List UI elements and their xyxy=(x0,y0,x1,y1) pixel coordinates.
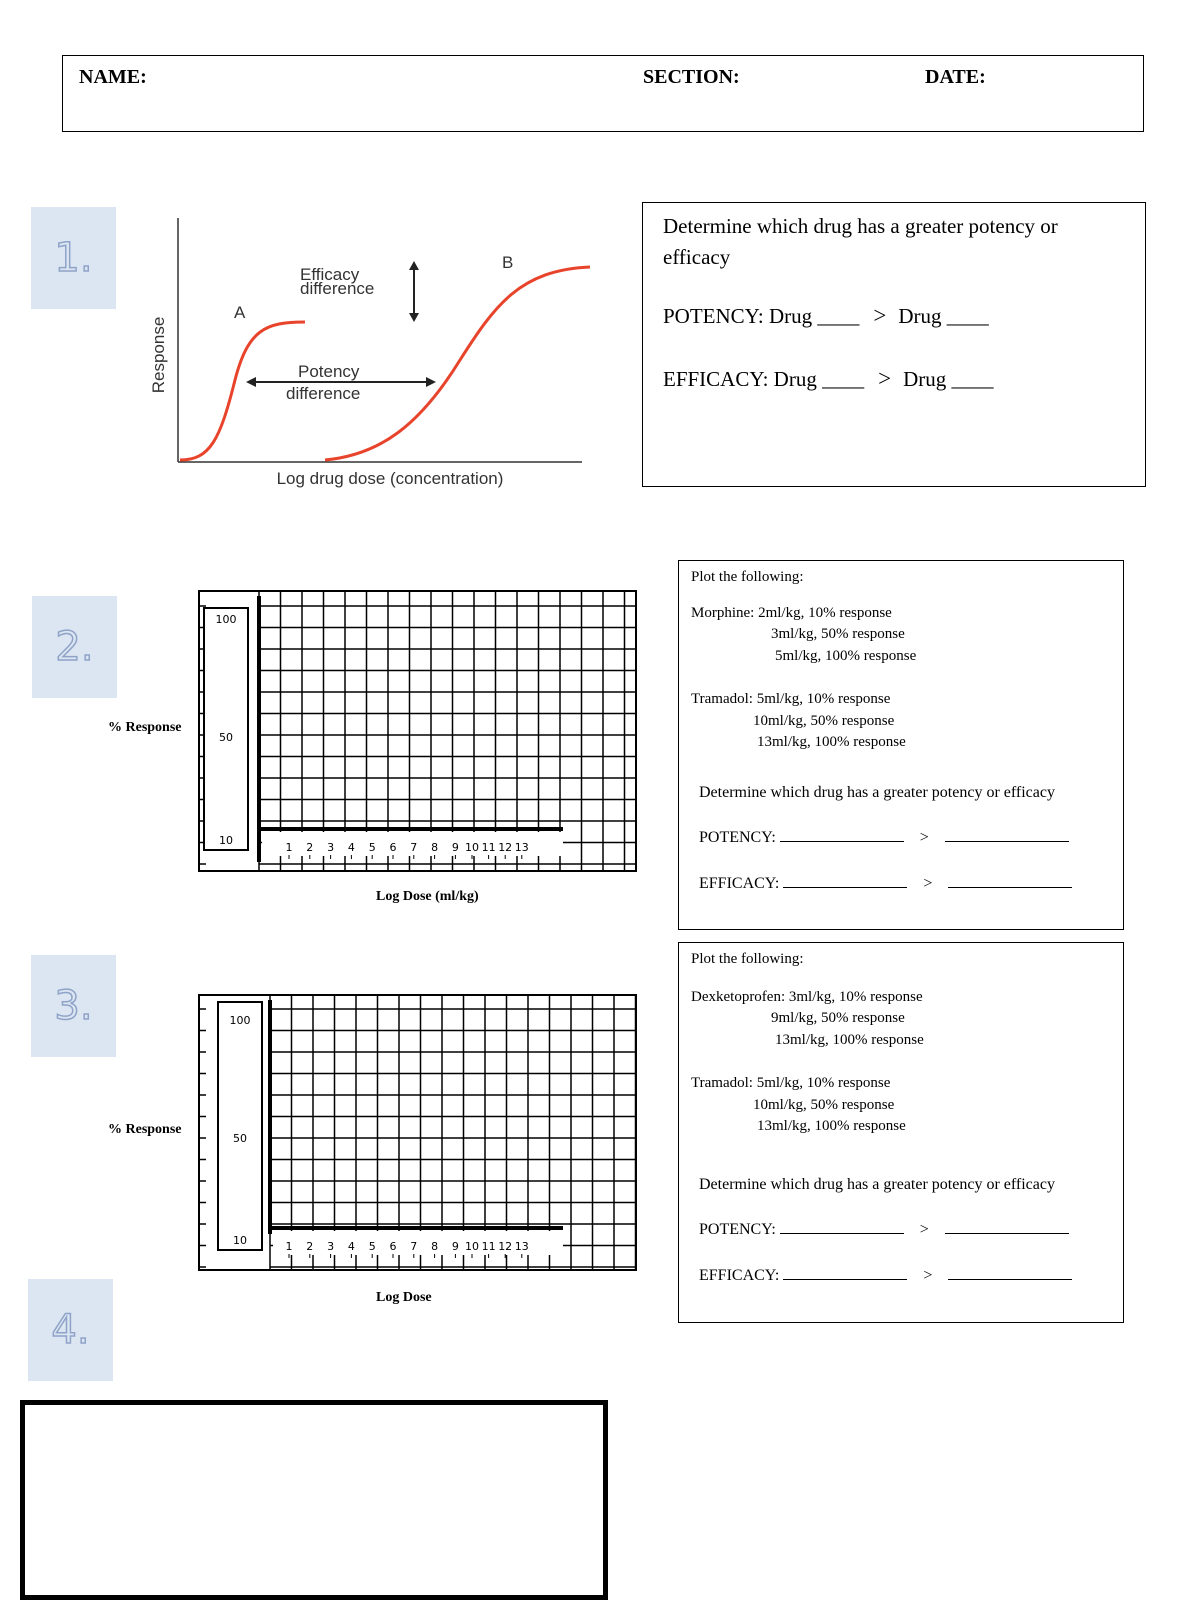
q2-potency-blank-1[interactable] xyxy=(780,827,904,842)
q3-drug2-line1: Tramadol: 5ml/kg, 10% response xyxy=(691,1075,891,1091)
x-tick-label: 1 xyxy=(285,1240,293,1253)
x-tick-label: 4 xyxy=(347,841,355,854)
q3-potency-blank-1[interactable] xyxy=(780,1219,904,1234)
y-tick-label: 10 xyxy=(233,1234,247,1247)
q1-prompt: Determine which drug has a greater potency or efficacy xyxy=(663,214,1058,269)
x-tick-label: 9 xyxy=(451,1240,459,1253)
x-tick-label: 10 xyxy=(465,1240,479,1253)
question-number-4: 4. xyxy=(28,1279,113,1381)
q2-efficacy-blank-1[interactable] xyxy=(783,873,907,888)
x-tick-label: 9 xyxy=(451,841,459,854)
curve-b-label: B xyxy=(502,253,514,272)
dose-response-graph xyxy=(140,210,600,495)
q2-plot-grid xyxy=(198,590,638,875)
header-box xyxy=(62,55,1144,132)
efficacy-label-1: Efficacy xyxy=(300,265,360,284)
q3-drug2-line3: 13ml/kg, 100% response xyxy=(757,1118,906,1134)
q2-potency-row: POTENCY: > xyxy=(691,827,1111,849)
question-number-2: 2. xyxy=(32,596,117,698)
y-tick-label: 50 xyxy=(233,1132,247,1145)
x-axis-label: Log drug dose (concentration) xyxy=(276,469,504,488)
x-tick-label: 5 xyxy=(368,841,376,854)
x-tick-label: 8 xyxy=(431,1240,439,1253)
q3-drug1-line3: 13ml/kg, 100% response xyxy=(775,1031,924,1048)
q1-efficacy-row xyxy=(663,363,1125,395)
x-tick-label: 13 xyxy=(514,1240,529,1253)
q2-determine: Determine which drug has a greater potency or efficacy xyxy=(699,783,1055,801)
q2-efficacy-row: EFFICACY: > xyxy=(691,873,1111,895)
efficacy-label-2: difference xyxy=(300,279,375,298)
q1-potency-suffix: Drug ____ xyxy=(898,304,989,328)
x-tick-label: 10 xyxy=(465,841,479,854)
x-tick-label: 7 xyxy=(410,841,418,854)
q1-efficacy-suffix: Drug ____ xyxy=(903,367,994,391)
x-tick-label: 8 xyxy=(431,841,439,854)
q2-drug1-line2: 3ml/kg, 50% response xyxy=(771,626,905,642)
q2-y-label: % Response xyxy=(108,720,182,735)
question-number-3: 3. xyxy=(31,955,116,1057)
q3-potency-row: POTENCY: > xyxy=(691,1219,1111,1241)
q3-efficacy-blank-2[interactable] xyxy=(948,1265,1072,1280)
x-tick-label: 4 xyxy=(347,1240,355,1253)
section-label: SECTION: xyxy=(643,66,740,88)
y-label-column xyxy=(204,608,248,850)
x-tick-label: 6 xyxy=(389,1240,397,1253)
q3-potency-blank-2[interactable] xyxy=(945,1219,1069,1234)
x-tick-label: 11 xyxy=(481,1240,496,1253)
x-tick-label: 1 xyxy=(285,841,293,854)
q3-drug1-line1: Dexketoprofen: 3ml/kg, 10% response xyxy=(691,988,923,1005)
y-tick-label: 10 xyxy=(219,834,233,847)
y-tick-label: 50 xyxy=(219,731,233,744)
potency-label-2: difference xyxy=(286,384,361,403)
q3-efficacy-blank-1[interactable] xyxy=(783,1265,907,1280)
x-tick-label: 3 xyxy=(327,1240,335,1253)
x-tick-label: 12 xyxy=(498,841,513,854)
y-tick-label: 100 xyxy=(215,613,237,626)
q3-x-label: Log Dose xyxy=(376,1290,432,1305)
curve-a-label: A xyxy=(234,303,246,322)
q3-drug2-line2: 10ml/kg, 50% response xyxy=(753,1096,895,1113)
potency-label-1: Potency xyxy=(298,362,360,381)
q1-potency-row xyxy=(663,300,1125,332)
y-label-column xyxy=(218,1002,262,1250)
q3-y-label: % Response xyxy=(108,1122,182,1137)
x-tick-label: 2 xyxy=(306,1240,314,1253)
q1-potency-prefix: POTENCY: Drug ____ xyxy=(663,304,860,328)
x-tick-label: 5 xyxy=(368,1240,376,1253)
q3-plot-title: Plot the following: xyxy=(691,951,804,967)
x-tick-label: 12 xyxy=(498,1240,513,1253)
question-3-box xyxy=(678,942,1124,1323)
name-label: NAME: xyxy=(79,66,147,88)
q3-efficacy-row: EFFICACY: > xyxy=(691,1265,1111,1287)
q1-efficacy-gt: > xyxy=(878,366,892,391)
y-axis-label: Response xyxy=(149,316,168,394)
q2-efficacy-blank-2[interactable] xyxy=(948,873,1072,888)
q2-drug2-line1: Tramadol: 5ml/kg, 10% response xyxy=(691,691,891,707)
x-tick-label: 3 xyxy=(327,841,335,854)
x-tick-label: 7 xyxy=(410,1240,418,1253)
x-tick-label: 11 xyxy=(481,841,496,854)
q2-drug1-line3: 5ml/kg, 100% response xyxy=(775,647,917,664)
q3-plot-grid xyxy=(198,994,638,1274)
q1-potency-gt: > xyxy=(873,303,887,328)
date-label: DATE: xyxy=(925,66,986,88)
question-number-1: 1. xyxy=(31,207,116,309)
question-2-box xyxy=(678,560,1124,930)
x-tick-label: 6 xyxy=(389,841,397,854)
question-4-answer-box[interactable] xyxy=(20,1400,608,1600)
q2-plot-title: Plot the following: xyxy=(691,569,804,585)
q2-drug2-line3: 13ml/kg, 100% response xyxy=(757,734,906,750)
q2-drug1-line1: Morphine: 2ml/kg, 10% response xyxy=(691,604,892,621)
q2-potency-blank-2[interactable] xyxy=(945,827,1069,842)
q1-efficacy-prefix: EFFICACY: Drug ____ xyxy=(663,367,865,391)
x-tick-label: 13 xyxy=(514,841,529,854)
x-tick-label: 2 xyxy=(306,841,314,854)
y-tick-label: 100 xyxy=(229,1014,251,1027)
q2-drug2-line2: 10ml/kg, 50% response xyxy=(753,712,895,729)
question-1-box xyxy=(642,202,1146,487)
q2-x-label: Log Dose (ml/kg) xyxy=(376,889,479,904)
q3-determine: Determine which drug has a greater potency or efficacy xyxy=(699,1175,1055,1193)
q3-drug1-line2: 9ml/kg, 50% response xyxy=(771,1010,905,1026)
